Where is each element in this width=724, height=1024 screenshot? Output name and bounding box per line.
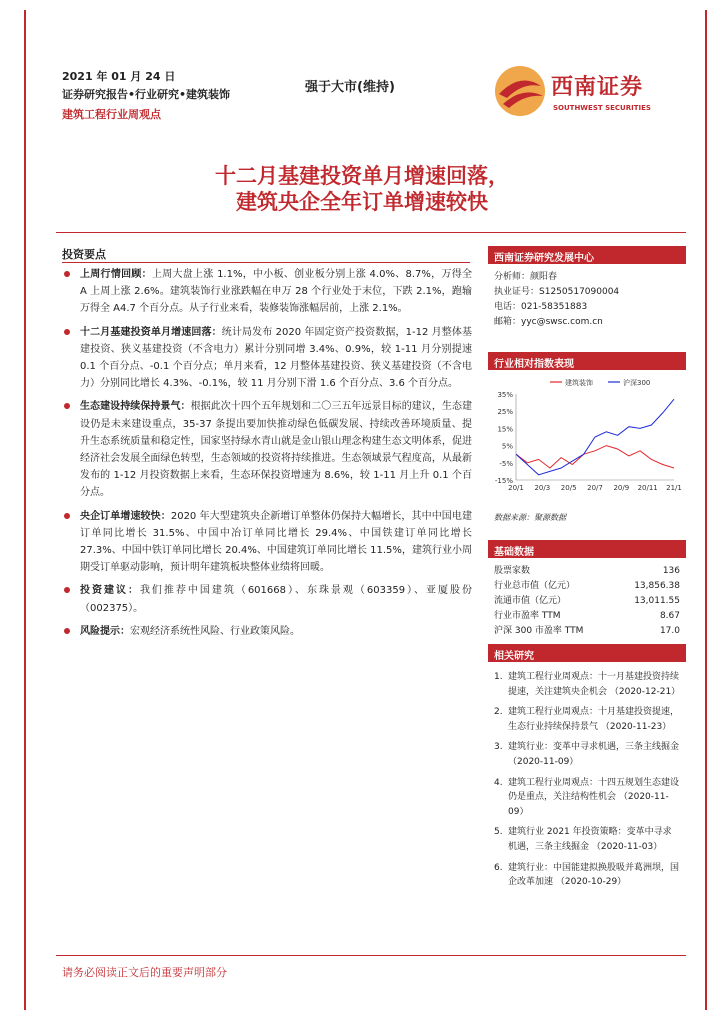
research-center-panel	[488, 246, 686, 334]
investment-heading: 投资要点	[62, 248, 106, 261]
series-line-0	[516, 446, 674, 468]
bullet-text: 统计局发布 2020 年固定资产投资数据，1-12 月整体基建投资、狭义基建投资（不含电力）累计分别同增 3.4%、0.9%，较 1-11 月分别提速 0.1 个百分点、-0.1 个百分点；单月来看，12 月整体基建投资、狭义基建投资（不含电力）分别同比增长 4.3%、-0.1%，较 11 月分别下滑 1.6 个百分点、3.6 个百分点。	[80, 326, 473, 390]
y-tick-label: 15%	[497, 425, 513, 434]
bullet-infrastructure	[62, 324, 472, 393]
research-center-heading: 西南证券研究发展中心	[488, 246, 686, 264]
related-research-text[interactable]: 建筑行业：变革中寻求机遇，三条主线掘金 （2020-11-09）	[508, 742, 680, 767]
basic-data-row	[494, 624, 680, 639]
logo-name-en: SOUTHWEST SECURITIES	[553, 104, 651, 112]
related-research-text[interactable]: 建筑行业：中国能建拟换股吸并葛洲坝，国企改革加速 （2020-10-29）	[508, 862, 680, 888]
analyst-phone: 电话：021-58351883	[494, 302, 588, 312]
x-tick-label: 20/3	[534, 484, 551, 492]
footer-notice: 请务必阅读正文后的重要声明部分	[62, 966, 227, 979]
bullet-dot-icon	[64, 271, 70, 277]
basic-data-label: 行业市盈率 TTM	[494, 611, 561, 621]
legend-label: 沪深300	[623, 379, 651, 387]
bullet-recommendation	[62, 582, 472, 616]
basic-data-heading: 基础数据	[488, 540, 686, 558]
bullet-text: 根据此次十四个五年规划和二〇三五年远景目标的建议，生态建设仍是未来建设重点，35-37 条提出要加快推动绿色低碳发展、持续改善环境质量、提升生态系统质量和稳定性，国家坚持绿水青山就是金山银山理念构建生态文明体系，促进经济社会发展全面绿色转型，生态领域的投资将持续推进。生态领域景气程度高，从最新发布的 1-12 月投资数据上来看，生态环保投资增速为 8.6%，较 1-11 月上升 0.1 个百分点。	[80, 401, 473, 499]
legend-label: 建筑装饰	[565, 379, 593, 387]
related-research-text[interactable]: 建筑行业 2021 年投资策略：变革中寻求机遇，三条主线掘金 （2020-11-03）	[508, 827, 672, 852]
y-tick-label: 25%	[497, 408, 513, 417]
y-tick-label: 35%	[497, 391, 513, 399]
related-research-item[interactable]: 5. 建筑行业 2021 年投资策略：变革中寻求机遇，三条主线掘金 （2020-11-03）	[494, 825, 680, 854]
basic-data-table	[488, 558, 686, 643]
related-research-text[interactable]: 建筑工程行业周观点：十四五规划生态建设仍是重点，关注结构性机会 （2020-11-09）	[508, 777, 680, 817]
investment-points	[62, 266, 472, 646]
bullet-text: 我们推荐中国建筑（601668）、东珠景观（603359）、亚厦股份（002375）。	[80, 585, 472, 614]
y-tick-label: 5%	[501, 442, 513, 451]
analyst-name: 分析师：颜阳春	[494, 272, 558, 282]
report-title-line1: 十二月基建投资单月增速回落，	[215, 164, 509, 188]
report-date: 2021 年 01 月 24 日	[62, 70, 176, 83]
x-tick-label: 20/7	[587, 484, 603, 492]
bullet-ecology	[62, 398, 472, 501]
x-tick-label: 20/1	[508, 484, 524, 492]
basic-data-value: 8.67	[659, 611, 680, 621]
bullet-text: 2020 年大型建筑央企新增订单整体仍保持大幅增长，其中中国电建订单同比增长 31.5%、中国中冶订单同比增长 29.4%、中国铁建订单同比增长 27.3%、中国中铁订单同比增长 20.4%、中国建筑订单同比增长 11.5%，建筑行业小周期受订单驱动影响，预计明年建筑板块整体业绩将回暖。	[80, 510, 472, 574]
basic-data-label: 股票家数	[494, 566, 531, 576]
bullet-soe-orders	[62, 508, 472, 577]
basic-data-label: 行业总市值（亿元）	[494, 581, 576, 591]
report-type: 证券研究报告•行业研究•建筑装饰	[62, 88, 231, 101]
related-research-heading: 相关研究	[488, 644, 686, 662]
bullet-risk	[62, 623, 472, 640]
right-border-line	[705, 10, 707, 1010]
basic-data-value: 13,011.55	[634, 596, 680, 606]
bullet-dot-icon	[64, 513, 70, 519]
index-chart-panel	[488, 352, 686, 370]
basic-data-label: 流通市值（亿元）	[494, 596, 567, 606]
bullet-market-review	[62, 266, 472, 318]
bullet-dot-icon	[64, 587, 70, 593]
rating: 强于大市(维持)	[305, 80, 395, 95]
bullet-label: 风险提示：	[80, 625, 130, 637]
analyst-license: 执业证号：S1250517090004	[494, 287, 620, 297]
index-chart	[488, 372, 686, 497]
bullet-label: 上周行情回顾：	[80, 269, 152, 280]
report-title-line2: 建筑央企全年订单增速较快	[236, 190, 488, 214]
related-research-text[interactable]: 建筑工程行业周观点：十一月基建投资持续提速，关注建筑央企机会 （2020-12-21）	[508, 672, 681, 697]
analyst-email[interactable]: 邮箱：yyc@swsc.com.cn	[494, 317, 603, 327]
y-tick-label: -15%	[494, 477, 513, 485]
basic-data-label: 沪深 300 市盈率 TTM	[494, 626, 584, 636]
logo-name-cn: 西南证券	[551, 75, 644, 100]
related-research-item[interactable]: 4. 建筑工程行业周观点：十四五规划生态建设仍是重点，关注结构性机会 （2020-11-09）	[494, 776, 680, 820]
index-chart-svg	[488, 372, 686, 497]
x-tick-label: 20/5	[560, 484, 577, 492]
basic-data-row	[494, 564, 680, 579]
basic-data-value: 136	[662, 566, 680, 576]
related-research-list	[488, 662, 686, 890]
index-chart-heading: 行业相对指数表现	[488, 352, 686, 370]
basic-data-value: 17.0	[659, 626, 680, 636]
x-tick-label: 20/9	[613, 484, 630, 492]
y-tick-label: -5%	[499, 459, 513, 468]
bullet-text: 上周大盘上涨 1.1%，中小板、创业板分别上涨 4.0%、8.7%，万得全 A 上周上涨 2.6%。建筑装饰行业涨跌幅在申万 28 个行业处于末位，下跌 2.1%，跑输万得全 A4.7 个百分点。从子行业来看，装修装饰涨幅居前，上涨 2.1%。	[80, 269, 473, 315]
related-research-item[interactable]: 2. 建筑工程行业周观点：十月基建投资提速，生态行业持续保持景气 （2020-11-23）	[494, 705, 680, 734]
bullet-label: 生态建设持续保持景气：	[80, 401, 191, 413]
company-logo	[493, 64, 678, 120]
bullet-label: 央企订单增速较快：	[80, 510, 171, 522]
footer-line	[56, 955, 686, 956]
basic-data-row	[494, 579, 680, 594]
chart-source: 数据来源：聚源数据	[494, 513, 566, 522]
analyst-info	[488, 264, 686, 334]
bullet-label: 十二月基建投资单月增速回落：	[80, 326, 222, 338]
logo-mark-icon	[493, 64, 547, 118]
bullet-text: 宏观经济系统性风险、行业政策风险。	[130, 625, 300, 637]
x-tick-label: 21/1	[666, 484, 682, 492]
report-subtitle: 建筑工程行业周观点	[62, 108, 161, 121]
series-line-1	[516, 399, 674, 475]
x-tick-label: 20/11	[637, 484, 658, 492]
basic-data-value: 13,856.38	[634, 581, 680, 591]
bullet-dot-icon	[64, 403, 70, 409]
related-research-panel	[488, 644, 686, 896]
basic-data-row	[494, 609, 680, 624]
basic-data-row	[494, 594, 680, 609]
related-research-item[interactable]: 3. 建筑行业：变革中寻求机遇，三条主线掘金 （2020-11-09）	[494, 740, 680, 769]
basic-data-panel	[488, 540, 686, 643]
related-research-item[interactable]: 1. 建筑工程行业周观点：十一月基建投资持续提速，关注建筑央企机会 （2020-12-21）	[494, 670, 680, 699]
investment-heading-underline	[62, 262, 470, 263]
bullet-dot-icon	[64, 329, 70, 335]
bullet-dot-icon	[64, 628, 70, 634]
related-research-item[interactable]: 6. 建筑行业：中国能建拟换股吸并葛洲坝，国企改革加速 （2020-10-29）	[494, 861, 680, 890]
bullet-label: 投资建议：	[80, 585, 140, 597]
left-border-line	[24, 10, 26, 1010]
title-separator	[56, 232, 686, 233]
related-research-text[interactable]: 建筑工程行业周观点：十月基建投资提速，生态行业持续保持景气 （2020-11-23）	[508, 707, 680, 732]
